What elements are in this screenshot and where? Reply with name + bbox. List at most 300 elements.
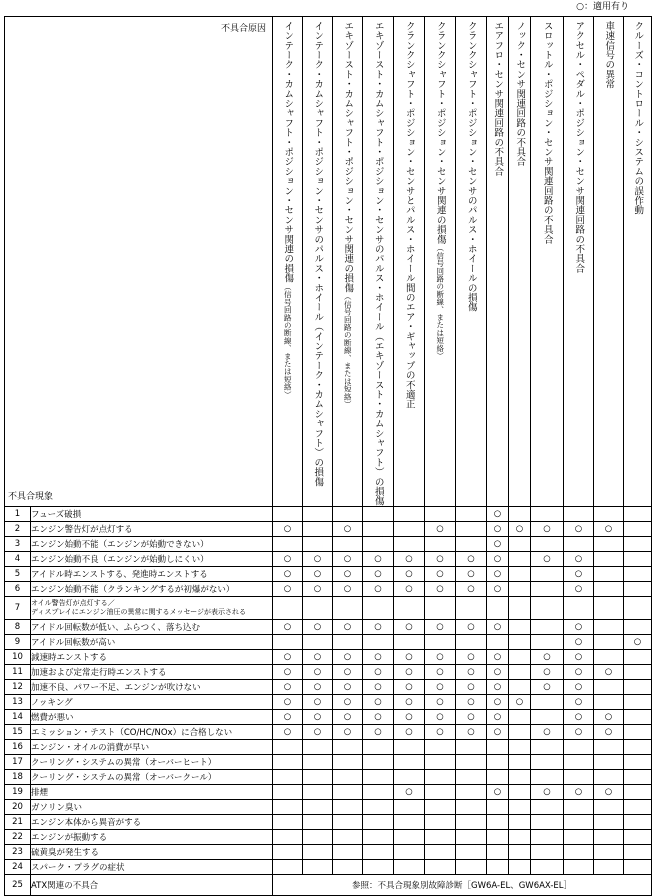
matrix-cell [273,680,303,695]
applicable-mark-icon: ○ [604,524,613,534]
matrix-cell [564,710,594,725]
matrix-cell [363,785,394,800]
matrix-cell [425,680,456,695]
matrix-cell [594,740,624,755]
matrix-cell [394,665,425,680]
matrix-cell [425,710,456,725]
matrix-cell [394,680,425,695]
matrix-cell [333,860,363,875]
matrix-cell [564,635,594,650]
symptom-cell: 加速および定常走行時エンストする [31,665,273,680]
applicable-mark-icon: ○ [343,682,352,692]
applicable-mark-icon: ○ [313,727,322,737]
applicable-mark-icon: ○ [467,622,475,632]
matrix-cell [394,522,425,537]
row-number: 10 [5,650,31,665]
matrix-cell [303,815,333,830]
applicable-mark-icon: ○ [543,554,551,564]
symptom-cell: エミッション・テスト（CO/HC/NOx）に合格しない [31,725,273,740]
table-row [5,710,652,725]
matrix-cell [509,710,531,725]
matrix-cell [624,695,652,710]
matrix-cell [303,620,333,635]
matrix-cell [487,860,509,875]
matrix-cell [273,552,303,567]
applicable-mark-icon: ○ [405,787,413,797]
table-row [5,537,652,552]
matrix-cell [487,665,509,680]
matrix-cell [333,665,363,680]
reference-note: 参照：不具合現象別故障診断［GW6A-EL、GW6AX-EL］ [273,875,652,896]
matrix-cell [594,770,624,785]
matrix-cell [363,710,394,725]
cause-column-header [394,17,425,507]
applicable-mark-icon: ○ [467,569,475,579]
matrix-cell [509,800,531,815]
matrix-cell [594,620,624,635]
cause-column-label [573,21,585,273]
matrix-cell [624,800,652,815]
matrix-cell [303,522,333,537]
matrix-cell [303,830,333,845]
symptom-cell: エンジン警告灯が点灯する [31,522,273,537]
matrix-cell [273,620,303,635]
matrix-cell [509,522,531,537]
matrix-cell [564,507,594,522]
matrix-cell [531,567,564,582]
matrix-cell [333,597,363,620]
matrix-cell [624,552,652,567]
matrix-cell [487,755,509,770]
matrix-cell [509,665,531,680]
matrix-cell [564,830,594,845]
symptom-cell: エンジンが振動する [31,830,273,845]
matrix-cell [425,845,456,860]
matrix-cell [594,567,624,582]
table-row [5,785,652,800]
matrix-cell [624,620,652,635]
matrix-cell [363,635,394,650]
matrix-cell [594,665,624,680]
row-number: 23 [5,845,31,860]
cause-name: 車速信号の異常 [603,21,615,89]
row-number: 4 [5,552,31,567]
applicable-mark-icon: ○ [493,524,502,534]
matrix-cell [456,755,487,770]
matrix-cell [425,800,456,815]
table-row [5,815,652,830]
matrix-cell [487,680,509,695]
matrix-cell [333,830,363,845]
applicable-mark-icon: ○ [313,652,322,662]
matrix-cell [425,695,456,710]
table-row [5,507,652,522]
matrix-cell [594,695,624,710]
matrix-cell [624,680,652,695]
applicable-mark-icon: ○ [436,554,444,564]
symptom-axis-label: 不具合現象 [8,492,54,502]
matrix-cell [531,740,564,755]
applicable-mark-icon: ○ [436,569,444,579]
applicable-mark-icon: ○ [374,712,382,722]
matrix-cell [531,815,564,830]
matrix-cell [456,597,487,620]
matrix-cell [273,567,303,582]
cause-column-label [434,21,446,360]
table-row [5,620,652,635]
matrix-cell [531,680,564,695]
matrix-cell [531,635,564,650]
matrix-cell [624,522,652,537]
matrix-cell [425,567,456,582]
applicable-mark-icon: ○ [313,667,322,677]
applicable-mark-icon: ○ [405,667,413,677]
matrix-cell [303,725,333,740]
cause-column-header [509,17,531,507]
matrix-cell [564,800,594,815]
matrix-cell [333,695,363,710]
matrix-cell [394,830,425,845]
applicable-mark-icon: ○ [283,727,292,737]
cause-column-label [342,21,354,408]
matrix-cell [394,770,425,785]
symptom-cell: エンジン・オイルの消費が早い [31,740,273,755]
matrix-cell [333,537,363,552]
matrix-cell [487,800,509,815]
row-number: 13 [5,695,31,710]
matrix-cell [273,740,303,755]
matrix-cell [531,800,564,815]
matrix-cell [394,845,425,860]
matrix-cell [363,860,394,875]
matrix-cell [564,537,594,552]
symptom-cell: クーリング・システムの異常（オーバーヒート） [31,755,273,770]
applicable-mark-icon: ○ [543,667,551,677]
matrix-cell [333,582,363,597]
cause-name: ノック・センサ関連回路の不具合 [514,21,526,167]
symptom-cell [31,597,273,620]
matrix-cell [531,665,564,680]
table-row [5,830,652,845]
matrix-cell [456,785,487,800]
applicable-mark-icon: ○ [574,637,583,647]
matrix-cell [564,597,594,620]
applicable-mark-icon: ○ [313,697,322,707]
matrix-cell [509,785,531,800]
symptom-cell: アイドル回転数が高い [31,635,273,650]
cause-column-label [514,21,526,167]
matrix-cell [333,725,363,740]
matrix-cell [303,710,333,725]
matrix-cell [509,582,531,597]
applicable-mark-icon: ○ [574,652,583,662]
matrix-cell [456,620,487,635]
matrix-cell [487,597,509,620]
row-number: 18 [5,770,31,785]
fault-matrix-table [4,16,652,896]
matrix-cell [333,635,363,650]
matrix-cell [303,665,333,680]
applicable-mark-icon: ○ [604,712,613,722]
cause-column-label [372,21,384,506]
matrix-cell [624,710,652,725]
matrix-cell [564,740,594,755]
matrix-cell [509,860,531,875]
matrix-cell [624,597,652,620]
applicable-mark-icon: ○ [574,569,583,579]
matrix-cell [303,785,333,800]
matrix-cell [531,710,564,725]
matrix-cell [531,537,564,552]
applicable-mark-icon: ○ [543,787,551,797]
matrix-cell [333,740,363,755]
table-row [5,875,652,896]
matrix-cell [303,552,333,567]
applicable-mark-icon: ○ [574,554,583,564]
matrix-cell [363,680,394,695]
applicable-mark-icon: ○ [493,539,502,549]
matrix-cell [531,725,564,740]
matrix-body [5,507,652,896]
matrix-cell [624,635,652,650]
row-number: 24 [5,860,31,875]
matrix-cell [333,770,363,785]
matrix-cell [425,597,456,620]
matrix-cell [594,725,624,740]
cause-column-label [465,21,477,312]
matrix-cell [363,755,394,770]
matrix-cell [273,537,303,552]
matrix-cell [487,620,509,635]
matrix-cell [509,507,531,522]
table-row [5,552,652,567]
symptom-cell: クーリング・システムの異常（オーバークール） [31,770,273,785]
symptom-cell: エンジン始動不能（クランキングするが初爆がない） [31,582,273,597]
matrix-cell [363,552,394,567]
matrix-cell [363,522,394,537]
symptom-cell: エンジン始動不能（エンジンが始動できない） [31,537,273,552]
cause-axis-label: 不具合原因 [220,24,266,34]
matrix-cell [425,552,456,567]
applicable-mark-icon: ○ [604,727,613,737]
matrix-cell [273,800,303,815]
matrix-cell [456,537,487,552]
applicable-mark-icon: ○ [313,569,322,579]
matrix-cell [594,860,624,875]
applicable-mark-icon: ○ [467,712,475,722]
matrix-cell [487,695,509,710]
cause-column-header [363,17,394,507]
matrix-cell [333,785,363,800]
symptom-cell: ノッキング [31,695,273,710]
symptom-cell: エンジン始動不良（エンジンが始動しにくい） [31,552,273,567]
applicable-mark-icon: ○ [313,682,322,692]
cause-column-header [333,17,363,507]
applicable-mark-icon: ○ [436,712,444,722]
matrix-cell [624,755,652,770]
applicable-mark-icon: ○ [633,637,642,647]
matrix-cell [363,620,394,635]
cause-name: クランクシャフト・ポジション・センサのパルス・ホイールの損傷 [465,21,477,312]
matrix-cell [564,845,594,860]
legend-note: ○：適用有り [576,2,629,12]
matrix-cell [333,507,363,522]
matrix-cell [594,680,624,695]
matrix-cell [509,695,531,710]
row-number: 25 [5,875,31,896]
matrix-cell [363,725,394,740]
matrix-cell [487,567,509,582]
matrix-cell [394,815,425,830]
cause-name: クランクシャフト・ポジション・センサ関連の損傷 [434,21,446,245]
matrix-cell [273,695,303,710]
matrix-cell [487,710,509,725]
applicable-mark-icon: ○ [374,667,382,677]
cause-name: エキゾースト・カムシャフト・ポジション・センサ関連の損傷 [342,21,354,293]
applicable-mark-icon: ○ [493,727,502,737]
matrix-cell [363,507,394,522]
matrix-cell [303,650,333,665]
cause-subnote: （信号回路の断線、または短絡） [283,282,293,399]
matrix-cell [273,650,303,665]
applicable-mark-icon: ○ [493,509,502,519]
applicable-mark-icon: ○ [493,787,502,797]
applicable-mark-icon: ○ [405,554,413,564]
matrix-cell [509,740,531,755]
cause-column-header [456,17,487,507]
applicable-mark-icon: ○ [343,727,352,737]
matrix-cell [303,845,333,860]
matrix-cell [564,665,594,680]
table-row [5,740,652,755]
cause-column-label [312,21,324,487]
matrix-cell [509,845,531,860]
symptom-cell: フューズ破損 [31,507,273,522]
table-row [5,680,652,695]
matrix-cell [624,740,652,755]
matrix-cell [394,785,425,800]
applicable-mark-icon: ○ [574,712,583,722]
applicable-mark-icon: ○ [493,584,502,594]
applicable-mark-icon: ○ [343,697,352,707]
matrix-cell [394,567,425,582]
matrix-cell [564,620,594,635]
applicable-mark-icon: ○ [405,727,413,737]
applicable-mark-icon: ○ [313,554,322,564]
table-row [5,800,652,815]
applicable-mark-icon: ○ [283,667,292,677]
matrix-cell [363,815,394,830]
applicable-mark-icon: ○ [467,584,475,594]
matrix-cell [425,815,456,830]
matrix-cell [487,582,509,597]
applicable-mark-icon: ○ [467,682,475,692]
table-row [5,755,652,770]
matrix-cell [394,755,425,770]
matrix-cell [594,800,624,815]
cause-column-header [273,17,303,507]
matrix-cell [456,635,487,650]
matrix-cell [531,582,564,597]
matrix-cell [531,650,564,665]
applicable-mark-icon: ○ [493,697,502,707]
matrix-cell [273,860,303,875]
applicable-mark-icon: ○ [467,727,475,737]
applicable-mark-icon: ○ [574,622,583,632]
matrix-cell [487,507,509,522]
applicable-mark-icon: ○ [493,652,502,662]
applicable-mark-icon: ○ [405,622,413,632]
symptom-cell: ATX関連の不具合 [31,875,273,896]
table-row [5,860,652,875]
table-row [5,567,652,582]
matrix-cell [273,710,303,725]
applicable-mark-icon: ○ [343,652,352,662]
matrix-cell [425,522,456,537]
matrix-cell [487,740,509,755]
matrix-cell [273,770,303,785]
matrix-cell [333,680,363,695]
cause-column-label [403,21,415,409]
matrix-cell [363,740,394,755]
matrix-cell [624,650,652,665]
applicable-mark-icon: ○ [543,682,551,692]
applicable-mark-icon: ○ [543,652,551,662]
table-row [5,725,652,740]
applicable-mark-icon: ○ [405,697,413,707]
matrix-cell [624,770,652,785]
matrix-cell [394,800,425,815]
applicable-mark-icon: ○ [493,682,502,692]
matrix-cell [456,710,487,725]
applicable-mark-icon: ○ [493,667,502,677]
table-row [5,635,652,650]
symptom-text-line2: ディスプレイにエンジン油圧の異常に関するメッセージが表示される [31,608,247,616]
cause-name: エキゾースト・カムシャフト・ポジション・センサのパルス・ホイール（エキゾースト・カムシャフト）の損傷 [372,21,384,506]
matrix-cell [564,582,594,597]
matrix-cell [456,800,487,815]
table-row [5,522,652,537]
row-number: 22 [5,830,31,845]
matrix-cell [425,860,456,875]
cause-name: インテーク・カムシャフト・ポジション・センサ関連の損傷 [282,21,294,283]
matrix-cell [456,507,487,522]
applicable-mark-icon: ○ [574,787,583,797]
applicable-mark-icon: ○ [436,697,444,707]
matrix-cell [624,537,652,552]
cause-column-label [603,21,615,89]
symptom-cell: エンジン本体から異音がする [31,815,273,830]
applicable-mark-icon: ○ [283,524,292,534]
matrix-cell [273,665,303,680]
header-corner-cell [5,17,273,507]
applicable-mark-icon: ○ [374,622,382,632]
symptom-cell: 排煙 [31,785,273,800]
row-number: 11 [5,665,31,680]
matrix-cell [531,830,564,845]
matrix-cell [564,567,594,582]
matrix-cell [363,830,394,845]
matrix-cell [594,635,624,650]
matrix-cell [303,860,333,875]
applicable-mark-icon: ○ [543,727,551,737]
applicable-mark-icon: ○ [283,622,292,632]
matrix-cell [303,680,333,695]
matrix-cell [333,815,363,830]
applicable-mark-icon: ○ [574,727,583,737]
matrix-cell [624,665,652,680]
matrix-cell [564,695,594,710]
